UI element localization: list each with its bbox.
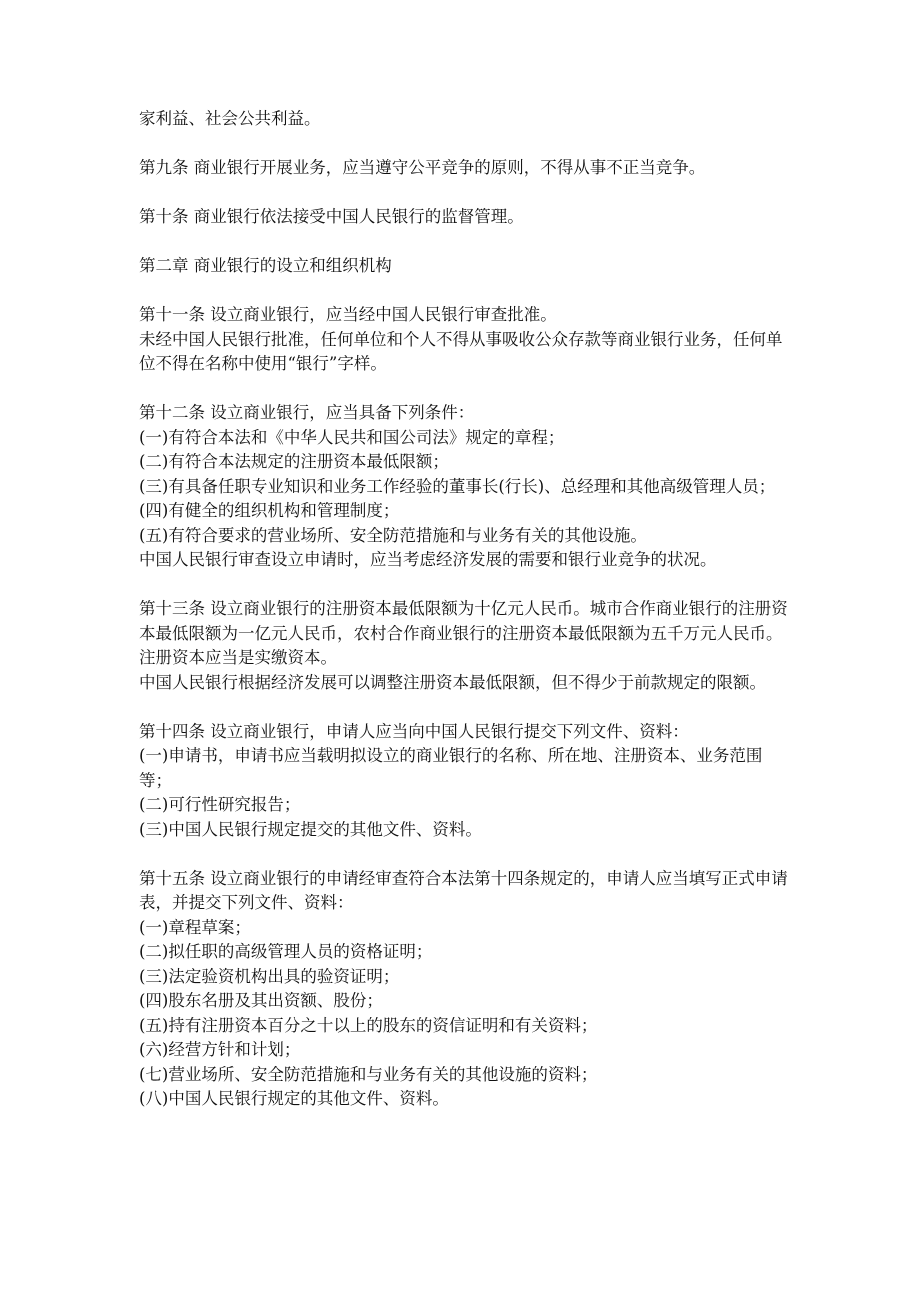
text-line: 第十条 商业银行依法接受中国人民银行的监督管理。 xyxy=(139,207,524,226)
list-item: (三)有具备任职专业知识和业务工作经验的董事长(行长)、总经理和其他高级管理人员； xyxy=(139,476,776,496)
list-item: (一)有符合本法和《中华人民共和国公司法》规定的章程； xyxy=(139,427,565,447)
document-body xyxy=(139,107,789,1136)
list-item: (三)法定验资机构出具的验资证明； xyxy=(139,966,400,986)
text-line: 第十三条 设立商业银行的注册资本最低限额为十亿元人民币。城市合作商业银行的注册资本最低限额为一亿元人民币，农村合作商业银行的注册资本最低限额为五千万元人民币。注册资本应当是实缴资本。 xyxy=(139,599,788,667)
text-line: 中国人民银行根据经济发展可以调整注册资本最低限额，但不得少于前款规定的限额。 xyxy=(139,672,766,692)
text-line: 未经中国人民银行批准，任何单位和个人不得从事吸收公众存款等商业银行业务，任何单位不得在名称中使用“银行”字样。 xyxy=(139,329,783,373)
text-line: 家利益、社会公共利益。 xyxy=(139,109,321,128)
article-11 xyxy=(139,303,789,377)
text-line: 第九条 商业银行开展业务，应当遵守公平竞争的原则，不得从事不正当竞争。 xyxy=(139,158,706,177)
text-line: 第十四条 设立商业银行，申请人应当向中国人民银行提交下列文件、资料： xyxy=(139,721,689,741)
article-13 xyxy=(139,597,789,695)
article-9 xyxy=(139,156,789,181)
list-item: (三)中国人民银行规定提交的其他文件、资料。 xyxy=(139,819,482,839)
text-line: 第十五条 设立商业银行的申请经审查符合本法第十四条规定的，申请人应当填写正式申请表，并提交下列文件、资料： xyxy=(139,868,788,912)
list-item: (一)申请书，申请书应当载明拟设立的商业银行的名称、所在地、注册资本、业务范围等； xyxy=(139,746,763,790)
text-line: 第十二条 设立商业银行，应当具备下列条件： xyxy=(139,403,475,422)
list-item: (四)股东名册及其出资额、股份； xyxy=(139,991,383,1010)
article-10 xyxy=(139,205,789,230)
list-item: (二)拟任职的高级管理人员的资格证明； xyxy=(139,942,433,961)
list-item: (二)有符合本法规定的注册资本最低限额； xyxy=(139,452,449,471)
article-14 xyxy=(139,720,789,843)
text-line: 中国人民银行审查设立申请时，应当考虑经济发展的需要和银行业竞争的状况。 xyxy=(139,550,717,569)
list-item: (五)持有注册资本百分之十以上的股东的资信证明和有关资料； xyxy=(139,1015,598,1035)
text-line: 第十一条 设立商业银行，应当经中国人民银行审查批准。 xyxy=(139,305,557,324)
list-item: (五)有符合要求的营业场所、安全防范措施和与业务有关的其他设施。 xyxy=(139,525,647,545)
paragraph-continuation xyxy=(139,107,789,132)
list-item: (四)有健全的组织机构和管理制度； xyxy=(139,501,400,520)
chapter-2-heading xyxy=(139,254,789,279)
article-15 xyxy=(139,867,789,1112)
chapter-title: 第二章 商业银行的设立和组织机构 xyxy=(139,256,392,275)
list-item: (八)中国人民银行规定的其他文件、资料。 xyxy=(139,1089,449,1108)
list-item: (七)营业场所、安全防范措施和与业务有关的其他设施的资料； xyxy=(139,1064,598,1084)
list-item: (一)章程草案； xyxy=(139,917,251,937)
article-12 xyxy=(139,401,789,573)
list-item: (六)经营方针和计划； xyxy=(139,1040,301,1059)
list-item: (二)可行性研究报告； xyxy=(139,795,301,814)
